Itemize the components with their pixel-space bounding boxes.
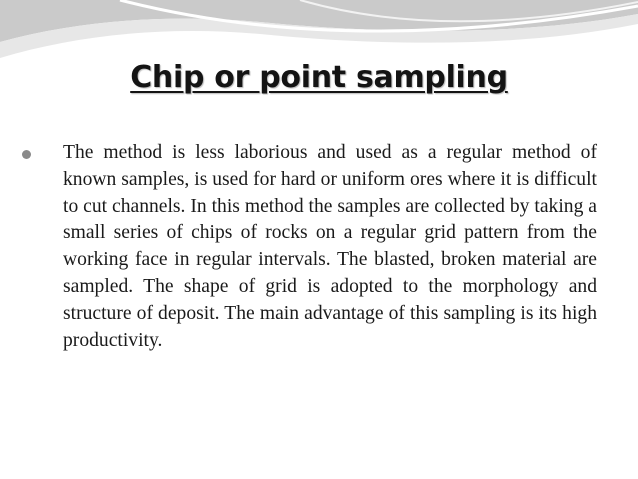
bullet-text: The method is less laborious and used as a regular method of known samples, is used for hard or uniform ores where it is difficult to cut channels. In this method the samples are collected by taking a small series of chips of rocks on a regular grid pattern from the working face in regular intervals. The blasted, broken material are sampled. The shape of grid is adopted to the morphology and structure of deposit. The main advantage of this sampling is its high productivity.: [63, 142, 597, 351]
slide-title: Chip or point sampling: [130, 60, 508, 95]
bullet-icon: [22, 150, 31, 159]
